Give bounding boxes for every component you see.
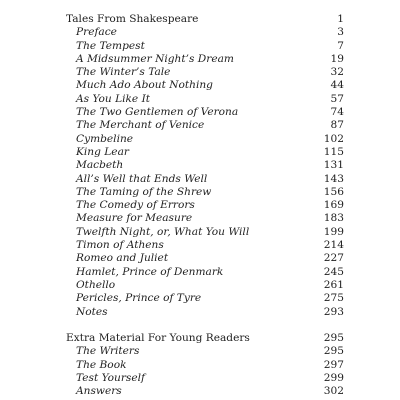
toc-entry-title: Macbeth: [76, 159, 124, 172]
table-of-contents: [66, 13, 344, 399]
toc-entry-title: The Writers: [76, 345, 140, 358]
toc-section-heading: [66, 332, 344, 345]
toc-entry-title: Hamlet, Prince of Denmark: [76, 265, 224, 278]
toc-entry-title: The Two Gentlemen of Verona: [76, 106, 239, 119]
toc-entry: [66, 239, 344, 252]
toc-entry-title: The Taming of the Shrew: [76, 185, 212, 198]
toc-entry: [66, 279, 344, 292]
toc-page-number: 87: [330, 119, 344, 132]
toc-entry: [66, 159, 344, 172]
toc-entry: [66, 133, 344, 146]
toc-page-number: 245: [323, 265, 344, 278]
toc-page-number: 295: [323, 345, 344, 358]
toc-page-number: 57: [330, 92, 344, 105]
toc-entry-title: The Comedy of Errors: [76, 199, 195, 212]
toc-entry: [66, 359, 344, 372]
toc-entry: [66, 119, 344, 132]
toc-page-number: 44: [330, 79, 344, 92]
toc-entry: [66, 146, 344, 159]
toc-page-number: 143: [323, 172, 344, 185]
toc-entry-title: Measure for Measure: [76, 212, 193, 225]
toc-entry: [66, 266, 344, 279]
toc-page-number: 19: [330, 52, 344, 65]
toc-entry-title: Test Yourself: [76, 372, 145, 385]
toc-page-number: 299: [323, 372, 344, 385]
toc-entry-title: Romeo and Juliet: [76, 252, 169, 265]
toc-entry: [66, 79, 344, 92]
toc-entry-title: Answers: [76, 385, 122, 398]
toc-page-number: 183: [323, 212, 344, 225]
toc-entry: [66, 93, 344, 106]
toc-entry: [66, 306, 344, 319]
toc-entry: [66, 372, 344, 385]
toc-entry: [66, 173, 344, 186]
toc-entry-title: Cymbeline: [76, 132, 134, 145]
toc-entry: [66, 186, 344, 199]
toc-page-number: 297: [323, 358, 344, 371]
toc-entry-title: The Tempest: [76, 39, 145, 52]
toc-page-number: 227: [323, 252, 344, 265]
toc-entry-title: King Lear: [76, 145, 129, 158]
toc-page-number: 7: [337, 39, 344, 52]
toc-section-title: Tales From Shakespeare: [66, 13, 199, 25]
toc-page-number: 74: [330, 106, 344, 119]
toc-entry-title: Twelfth Night, or, What You Will: [76, 225, 250, 238]
toc-page-number: 169: [323, 199, 344, 212]
toc-page-number: 275: [323, 292, 344, 305]
toc-entry: [66, 40, 344, 53]
toc-entry-title: Othello: [76, 278, 116, 291]
toc-entry: [66, 212, 344, 225]
toc-entry: [66, 53, 344, 66]
toc-page-number: 293: [323, 305, 344, 318]
toc-section-heading: [66, 13, 344, 26]
toc-page-number: 295: [323, 332, 344, 345]
toc-entry-title: A Midsummer Night’s Dream: [76, 52, 234, 65]
toc-entry-title: As You Like It: [76, 92, 151, 105]
toc-page-number: 156: [323, 185, 344, 198]
toc-page-number: 115: [323, 145, 344, 158]
section-spacer: [66, 319, 344, 332]
toc-page-number: 261: [323, 278, 344, 291]
toc-entry-title: Timon of Athens: [76, 239, 164, 252]
toc-entry: [66, 385, 344, 398]
toc-entry-title: The Book: [76, 358, 127, 371]
toc-entry-title: Pericles, Prince of Tyre: [76, 292, 202, 305]
toc-entry: [66, 226, 344, 239]
toc-entry-title: All’s Well that Ends Well: [76, 172, 208, 185]
toc-entry-title: Notes: [76, 305, 108, 318]
toc-entry: [66, 345, 344, 358]
toc-entry: [66, 26, 344, 39]
toc-page-number: 32: [330, 66, 344, 79]
toc-page-number: 199: [323, 225, 344, 238]
toc-page-number: 3: [337, 26, 344, 39]
toc-entry: [66, 66, 344, 79]
toc-section-title: Extra Material For Young Readers: [66, 332, 250, 345]
toc-entry-title: The Merchant of Venice: [76, 119, 205, 132]
toc-page-number: 302: [323, 385, 344, 398]
toc-page-number: 1: [337, 13, 344, 25]
toc-entry-title: Preface: [76, 26, 117, 39]
toc-entry-title: The Winter’s Tale: [76, 66, 171, 79]
toc-entry: [66, 252, 344, 265]
toc-page-number: 214: [323, 239, 344, 252]
toc-entry: [66, 106, 344, 119]
toc-entry-title: Much Ado About Nothing: [76, 79, 213, 92]
toc-entry: [66, 292, 344, 305]
toc-entry: [66, 199, 344, 212]
toc-page-number: 102: [323, 132, 344, 145]
toc-page-number: 131: [323, 159, 344, 172]
